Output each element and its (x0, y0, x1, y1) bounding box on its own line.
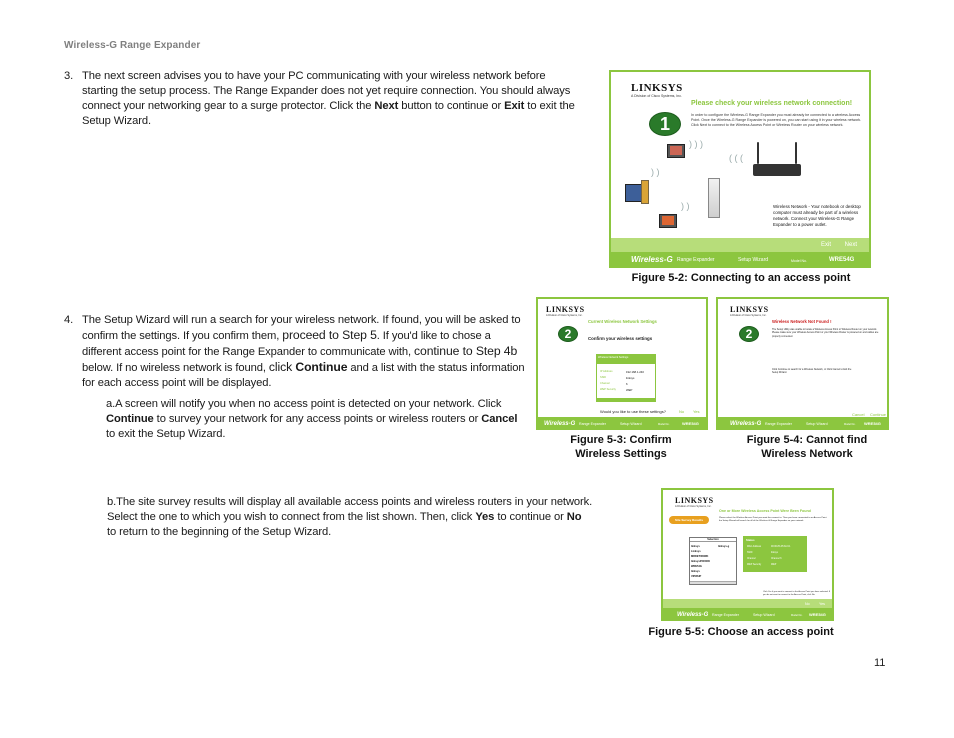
figure-5-4-screen: LINKSYS A Division of Cisco Systems, Inc. Wireless Network Not Found ! 2 The Setup Utility was unable to locate a Wireless Access Point or Wireless Router on your network. Please make sure your Wireless Access Point or your Wireless Router is powered on and cables are properly connected. Click Continue to search for a Wireless Network, or Click Cancel to Exit the Setup Wizard. Cancel Continue Wireless-G Range Expander Setup Wizard Model No. WRE54G (716, 297, 889, 430)
step-4b-text: b.The site survey results will display all available access points and wireless routers in your network. Select the one to which you wish to connect from the list shown. Then, click Yes to continue or No to return to the beginning of the Setup Wizard. (107, 496, 593, 538)
figure-5-2-caption: Figure 5-2: Connecting to an access point (631, 272, 851, 284)
page-number: 11 (874, 657, 886, 669)
step-text: The next screen advises you to have your PC communicating with your wireless network before starting the setup process. The Range Expander does not yet require connection. You should always connect your networking gear to a surge protector. Click the Next button to continue or Exit to exit the Setup Wizard. (82, 70, 575, 127)
no-button[interactable]: No (805, 602, 810, 606)
screen-text: In order to configure the Wireless-G Range Expander you must already be connected to a wireless Access Point. Once the Wireless-G Range Expander is powered on, you can start using it in your wireless network. Click Next to connect to the Wireless Access Point or Wireless Router on your wireless network. (691, 113, 862, 127)
screen-title: Current Wireless Network Settings (588, 319, 657, 324)
field-label-ssid: SSID (600, 376, 607, 379)
ap-list-item-0-col2: linksys-g (718, 545, 730, 548)
signal-waves-icon-4: ) ) (681, 201, 690, 211)
continue-term: Continue (106, 413, 154, 425)
cancel-button[interactable]: Cancel (852, 412, 865, 417)
selection-hint: Click Yes if you want to connect to the Access Point you have selected. If you do not want to connect to the Access Point, click No. (763, 591, 830, 596)
ap-list-item-4[interactable]: WRE54G (691, 565, 702, 568)
step-4a (106, 397, 528, 442)
ap-list-scrollbar[interactable] (690, 581, 736, 584)
status-value-wep: WEP (771, 564, 777, 566)
linksys-logo: LINKSYS (631, 82, 683, 94)
router-antenna-left (757, 142, 759, 164)
brand-label: Wireless-G (730, 421, 762, 427)
screen-title: Please check your wireless network connection! (691, 100, 853, 107)
status-label-wep: WEP Security (747, 564, 762, 566)
screen-text: The Setup Utility was unable to locate a Wireless Access Point or Wireless Router on your network. Please make sure your Wireless Access Point or your Wireless Router is powered on and cables are properly connected. (772, 328, 879, 338)
field-label-ip: IP Address (600, 370, 613, 373)
status-value-mac: 00:06:25:A5:3A:C1 (771, 546, 791, 548)
ap-list-item-3[interactable]: linksys2500000 (691, 560, 710, 563)
field-value-channel: 6 (626, 382, 628, 386)
continue-term: Continue (295, 360, 348, 374)
figure-5-5-screen: LINKSYS A Division of Cisco Systems, Inc. One or More Wireless Access Point Were Been Found Site Survey Results Please select the Wireless Access Point you want the connect to. Then you have connected to an Access Point the Setup Wizard will search for all of the Wireless-G Range Expander on your network. Selection linksys linksys-g Linksys MRDETWORK linksys2500000 WRE54G linksys VIPWHP Status MAC Address 00:06:25:A5:3A:C1 SSID linksys Channel Channel 6 WEP Security WEP Click Yes if you want to connect to the Access Point you have selected. If you do not want to connect to the Access Point, click No. No Yes Wireless-G Range Expander Setup Wizard Model No. WRE54G (661, 488, 834, 621)
screen-text-2: Click Continue to search for a Wireless Network, or Click Cancel to Exit the Setup Wizard. (772, 368, 852, 375)
brand-label: Wireless-G (544, 421, 576, 427)
laptop-screen-icon (670, 146, 682, 155)
step-number: 3. (64, 70, 74, 82)
continue-button[interactable]: Continue (870, 412, 887, 417)
cancel-term: Cancel (481, 413, 518, 425)
screen-text: Please select the Wireless Access Point you want the connect to. Then you have connected to an Access Point the Setup Wizard will search for all of the Wireless-G Range Expander on your network. (719, 517, 827, 523)
step-4 (64, 313, 530, 391)
ap-list-header: Selection (690, 538, 736, 542)
field-label-channel: Channel (600, 382, 610, 385)
range-expander-icon (708, 178, 720, 218)
next-button[interactable]: Next (844, 242, 857, 248)
step-text: The Setup Wizard will run a search for your wireless network. If found, you will be asked to confirm the settings. If you confirm them, proceed to Step 5. If you'd like to chose a different access point for the Range Expander to communicate with, continue to Step 4b below. If no wireless network is found, click Continue and a list with the status information for each access point will be displayed. (82, 314, 525, 389)
ap-list-item-2[interactable]: MRDETWORK (691, 555, 709, 558)
next-term: Next (374, 100, 399, 112)
step-circle: 2 (739, 326, 759, 342)
no-button[interactable]: No (679, 409, 685, 414)
wireless-router-icon (753, 164, 801, 176)
step-4b (107, 495, 593, 540)
screen-title: One or More Wireless Access Point Were Been Found (719, 509, 811, 513)
status-value-ssid: linksys (771, 552, 778, 554)
ap-list-item-1[interactable]: Linksys (691, 550, 701, 553)
yes-term: Yes (475, 511, 495, 523)
laptop-screen-icon-2 (662, 216, 674, 225)
status-label-channel: Channel (747, 558, 756, 560)
brand-label: Wireless-G (677, 612, 709, 618)
status-label-ssid: SSID (747, 552, 753, 554)
no-term: No (566, 511, 582, 523)
yes-button[interactable]: Yes (819, 602, 825, 606)
confirm-question: Would you like to use these settings? (600, 409, 666, 414)
ap-list-item-5[interactable]: linksys (691, 570, 700, 573)
linksys-logo: LINKSYS (675, 496, 714, 505)
running-header: Wireless-G Range Expander (64, 40, 201, 51)
field-label-wep: WEP Security (600, 388, 616, 391)
linksys-logo: LINKSYS (730, 305, 769, 314)
step-number: 4. (64, 314, 74, 326)
field-value-ssid: linksys (626, 376, 635, 380)
settings-box-body (596, 363, 656, 399)
site-survey-tab: Site Survey Results (669, 516, 709, 524)
figure-5-3-caption: Figure 5-3: Confirm Wireless Settings (570, 434, 672, 460)
field-value-wep: WEP (626, 388, 633, 392)
ap-list-item-0[interactable]: linksys (691, 545, 700, 548)
desktop-tower-icon (641, 180, 649, 204)
step-circle: 1 (649, 112, 681, 136)
status-label-mac: MAC Address (747, 546, 762, 548)
step-4a-text: a.A screen will notify you when no access point is detected on your network. Click Continue to survey your network for any access points or wireless routers or Cancel to exit the Setup Wizard. (106, 398, 518, 440)
status-title: Status (746, 538, 755, 542)
linksys-logo: LINKSYS (546, 305, 585, 314)
figure-5-4-caption: Figure 5-4: Cannot find Wireless Network (746, 434, 868, 460)
figure-5-5-caption: Figure 5-5: Choose an access point (648, 626, 834, 638)
yes-button[interactable]: Yes (693, 409, 700, 414)
field-value-ip: 192.168.1.240 (626, 370, 644, 374)
figure-5-2-screen: LINKSYS A Division of Cisco Systems, Inc. Please check your wireless network connection! 1 In order to configure the Wireless-G Range Expander you must already be connected to a wireless Access Point. Once the Wireless-G Range Expander is powered on, you can start using it in your wireless network. Click Next to connect to the Wireless Access Point or Wireless Router on your wireless network. ) ) ) ( ( ( ) ) ) ) Wireless Network - Your notebook or desktop computer must already be part of a wireless network. Connect your Wireless-G Range Expander to a power outlet. Exit Next Wireless-G Range Expander Setup Wizard Model No. WRE54G (609, 70, 871, 268)
signal-waves-icon: ) ) ) (689, 139, 703, 149)
ap-list-item-6[interactable]: VIPWHP (691, 575, 702, 578)
step-circle: 2 (558, 326, 578, 342)
brand-label: Wireless-G (631, 255, 673, 264)
wireless-network-note: Wireless Network - Your notebook or desktop computer must already be part of a wireless network. Connect your Wireless-G Range Expander to a power outlet. (773, 204, 861, 227)
figure-5-3-screen: LINKSYS A Division of Cisco Systems, Inc. Current Wireless Network Settings 2 Confirm your wireless settings Wireless Network Settings IP Address 192.168.1.240 SSID linksys Channel 6 WEP Security WEP Would you like to use these settings? No Yes Wireless-G Range Expander Setup Wizard Model No. WRE54G (536, 297, 708, 430)
status-value-channel: Channel 6 (771, 558, 782, 560)
signal-waves-icon-3: ) ) (651, 167, 660, 177)
screen-title: Wireless Network Not Found ! (772, 319, 832, 324)
signal-waves-icon-2: ( ( ( (729, 153, 743, 163)
router-antenna-right (795, 142, 797, 164)
settings-box-title: Wireless Network Settings (598, 356, 629, 359)
exit-term: Exit (504, 100, 525, 112)
step-3 (64, 69, 584, 129)
exit-button[interactable]: Exit (820, 242, 831, 248)
confirm-subtitle: Confirm your wireless settings (588, 336, 653, 341)
